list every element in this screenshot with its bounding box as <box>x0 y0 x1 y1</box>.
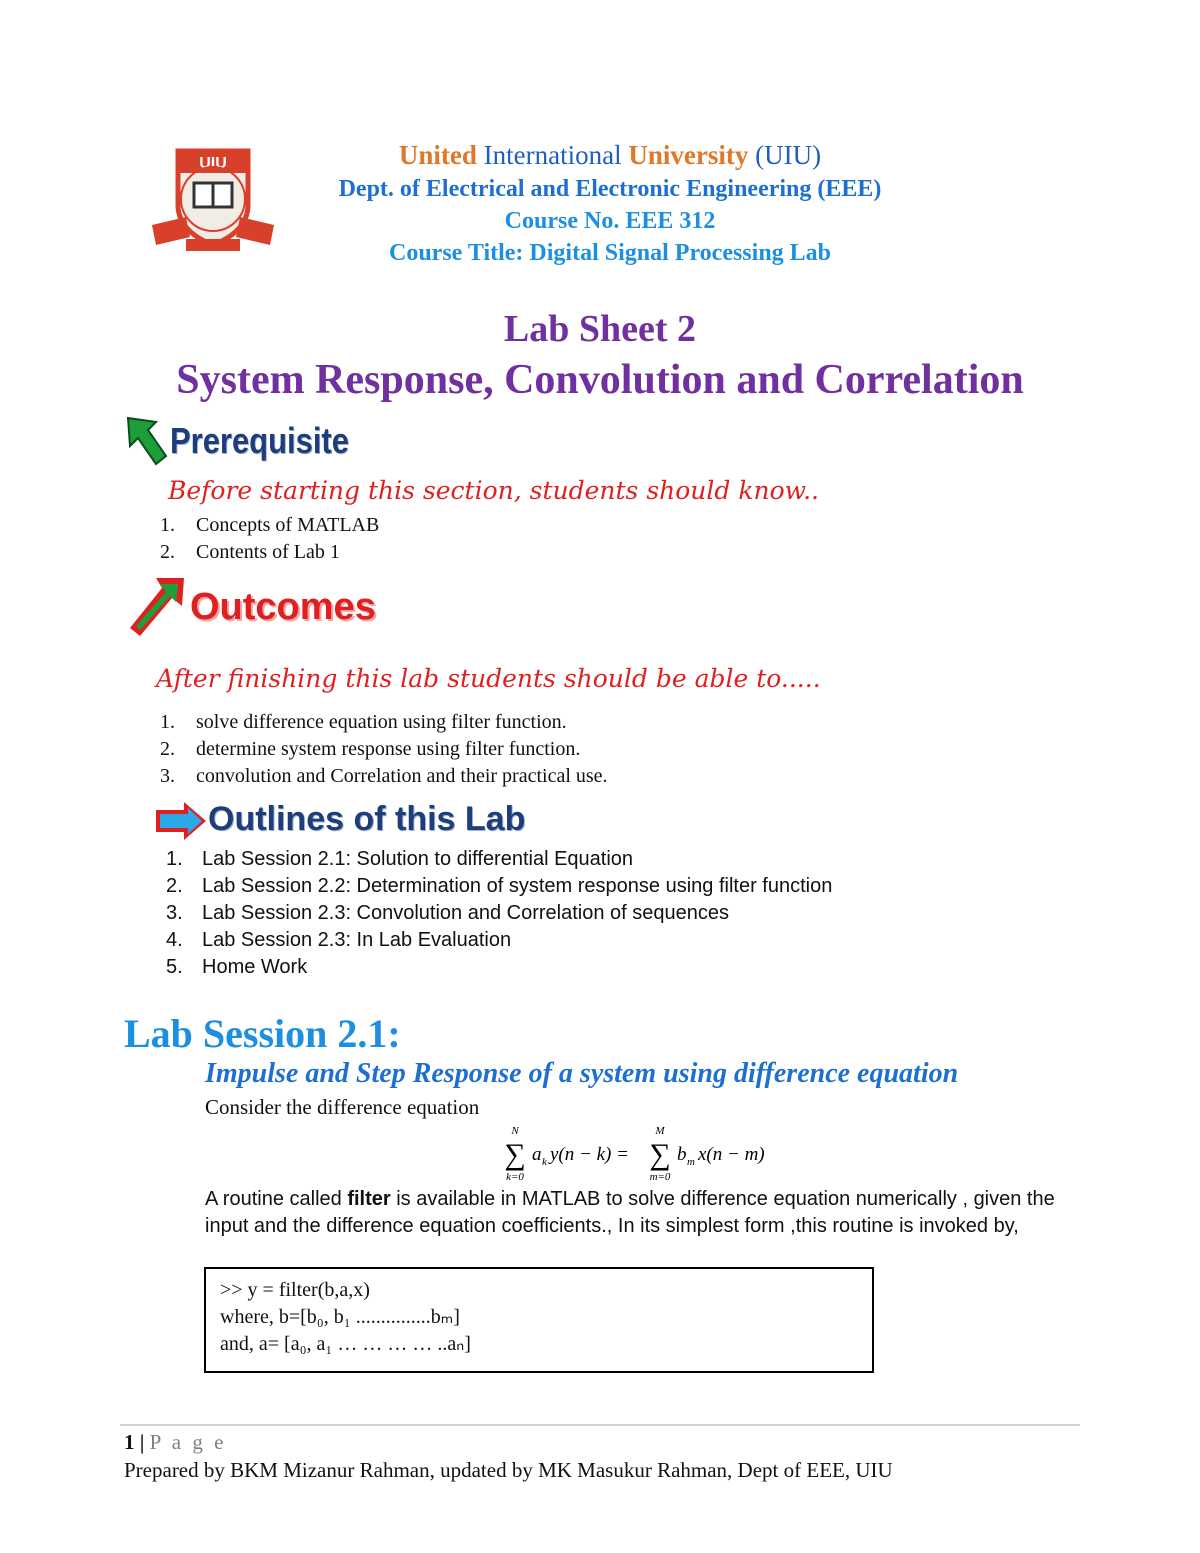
svg-text:∑: ∑ <box>649 1138 671 1171</box>
prerequisite-subheading: Before starting this section, students should know.. <box>168 476 819 505</box>
outcomes-list <box>160 709 608 790</box>
outcomes-subheading: After finishing this lab students should be able to..... <box>156 664 821 693</box>
list-item: 2. Contents of Lab 1 <box>160 541 340 563</box>
eq-rhs-term: b <box>677 1144 687 1165</box>
list-item-text: Contents of Lab 1 <box>196 541 340 563</box>
list-item-text: Lab Session 2.3: Convolution and Correlation of sequences <box>202 902 730 924</box>
lab-sheet-number: Lab Sheet 2 <box>503 308 697 350</box>
list-item-text: solve difference equation using filter function. <box>196 711 567 733</box>
university-name-part-1: United <box>398 140 477 170</box>
outlines-list <box>166 846 832 981</box>
red-blue-arrow-right-icon <box>154 800 208 842</box>
prepared-by: Prepared by BKM Mizanur Rahman, updated by MK Masukur Rahman, Dept of EEE, UIU <box>124 1458 893 1482</box>
prerequisite-heading: Prerequisite <box>170 420 349 461</box>
footer-divider <box>120 1424 1080 1426</box>
code-line: where, b=[b₀, b₁ ...............bₘ] <box>220 1306 460 1328</box>
page-number: 1 | P a g e <box>124 1430 227 1454</box>
green-arrow-up-left-icon <box>126 416 168 466</box>
para-text-1: A routine called <box>205 1188 348 1210</box>
eq-lhs-upper: N <box>511 1125 519 1137</box>
list-item: 4. Lab Session 2.3: In Lab Evaluation <box>166 929 512 951</box>
outlines-heading: Outlines of this Lab <box>208 800 526 838</box>
list-item-text: Lab Session 2.1: Solution to differential Equation <box>202 848 634 870</box>
course-title: Course Title: Digital Signal Processing Lab <box>388 240 832 266</box>
list-item: 1. solve difference equation using filter function. <box>160 711 567 733</box>
list-item: 1. Concepts of MATLAB <box>160 514 380 536</box>
difference-equation <box>500 1124 800 1188</box>
session-subtitle: Impulse and Step Response of a system using difference equation <box>205 1058 959 1089</box>
eq-rhs-rest: x(n − m) <box>698 1144 765 1165</box>
list-item: 1. Lab Session 2.1: Solution to differential Equation <box>166 848 634 870</box>
filter-description <box>205 1186 1085 1240</box>
svg-text:∑: ∑ <box>504 1138 526 1171</box>
department: Dept. of Electrical and Electronic Engineering (EEE) <box>338 176 882 202</box>
list-item-text: convolution and Correlation and their practical use. <box>196 765 608 787</box>
university-name-part-2: International <box>476 140 629 170</box>
course-number: Course No. EEE 312 <box>504 208 716 234</box>
outcomes-heading: Outcomes <box>190 586 376 628</box>
page-label: P a g e <box>149 1430 227 1454</box>
list-item-text: Lab Session 2.3: In Lab Evaluation <box>202 929 512 951</box>
eq-lhs-lower: k=0 <box>506 1171 524 1183</box>
list-item: 5. Home Work <box>166 956 308 978</box>
eq-lhs-rest: y(n − k) = <box>550 1144 629 1165</box>
university-name <box>240 140 980 171</box>
list-item-text: Concepts of MATLAB <box>196 514 380 536</box>
eq-rhs-upper: M <box>655 1125 665 1137</box>
university-name-part-3: University <box>628 140 749 170</box>
list-item: 2. determine system response using filter function. <box>160 738 581 760</box>
red-green-arrow-up-right-icon <box>126 574 186 642</box>
list-item: 2. Lab Session 2.2: Determination of system response using filter function <box>166 875 833 897</box>
eq-lhs-sub: k <box>542 1156 547 1168</box>
list-item-text: Lab Session 2.2: Determination of system response using filter function <box>202 875 833 897</box>
session-title: Lab Session 2.1: <box>124 1011 401 1056</box>
para-bold-filter: filter <box>347 1188 391 1210</box>
list-item: 3. Lab Session 2.3: Convolution and Correlation of sequences <box>166 902 730 924</box>
prerequisite-list <box>160 512 379 566</box>
code-line: >> y = filter(b,a,x) <box>220 1279 370 1301</box>
list-item-text: Home Work <box>202 956 308 978</box>
consider-text: Consider the difference equation <box>205 1095 480 1119</box>
eq-lhs-term: a <box>532 1144 542 1165</box>
para-text-2: is available in MATLAB to solve difference equation numerically , given the input and the difference equation coefficients., In its simplest form ,this routine is invoked by, <box>205 1188 1055 1237</box>
page-number-value: 1 <box>124 1430 135 1454</box>
code-line: and, a= [a₀, a₁ … … … … ..aₙ] <box>220 1333 471 1355</box>
eq-rhs-lower: m=0 <box>649 1171 671 1183</box>
list-item: 3. convolution and Correlation and their practical use. <box>160 765 608 787</box>
list-item-text: determine system response using filter function. <box>196 738 581 760</box>
university-name-part-4: (UIU) <box>748 140 822 170</box>
code-box <box>204 1267 874 1373</box>
logo-text: UIU <box>199 155 227 172</box>
eq-rhs-sub: m <box>687 1156 695 1168</box>
document-title: System Response, Convolution and Correlation <box>176 357 1024 403</box>
